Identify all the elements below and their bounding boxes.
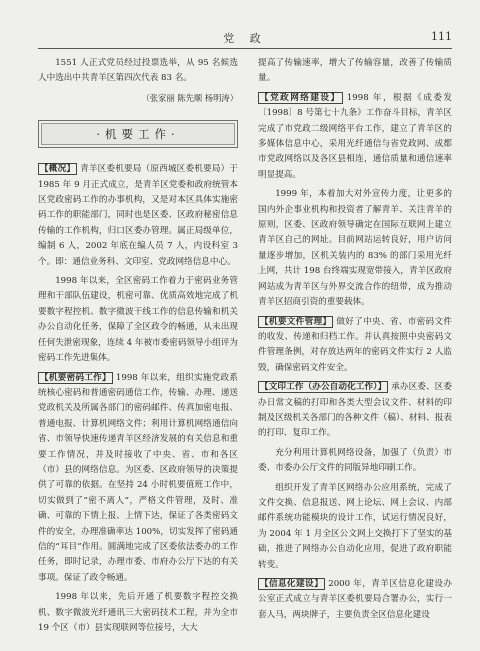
info-label: 【信息化建设】 [260, 579, 324, 589]
continuation-paragraph: 提高了传输速率，增大了传输容量，改善了传输质量。 [258, 58, 452, 84]
docmgmt-label: 【机要文件管理】 [260, 316, 332, 327]
overview-paragraph [38, 162, 238, 270]
secret-text: 1998 年以来，组织实施党政系统核心密码和普通密码通信工作，传输、办理、递送党政机关及所属各部门的密码邮件、传真加密电报、普通电报、计算机网络文件；利用计算机网络通信向省、市领导快速传递青羊区经济发展的有关信息和重要工作情况，并及时接收了中央、省、市和各区（市）县的网络信息。为区委、区政府领导的决策提供了可靠的依据。在坚持 24 小时机要值班工作中，切实做到了“密不离人”，严格文件管理，及时、准确、可靠的下情上报、上情下达，保证了各类密码文件的安全，办理准确率达 100%，切实发挥了密码通信的“耳目”作用。圆满地完成了区委依法委办的工作任务，即时记录，办理市委、市府办公厅下达的有关事项。保证了政令畅通。 [38, 372, 238, 583]
egov-text: 1998 年，根据《成委发〔1998〕8 号第七十九条》工作奋斗目标，青羊区完成了市党政二级网络平台工作，建立了青羊区的多媒体信息中心，采用光纤通信与省党政网、成都市党政网络以及各区县相连，通信质量和通信速率明显提高。 [258, 92, 452, 180]
egov-label: 【党政网络建设】 [260, 92, 341, 103]
header-title: 党 政 [223, 32, 267, 45]
page-number: 111 [431, 30, 452, 43]
info-paragraph [258, 577, 452, 623]
overview-label: 【概况】 [40, 164, 76, 175]
overview-text: 青羊区委机要局（原西城区委机要局）于 1985 年 9 月正式成立，是青羊区党委和政府统管本区党政密码工作的办事机构，又是对本区具体实施密码工作的职能部门，同时也是区委、区政府秘密信息传输的工作机构，归口区委办管理。属正局级单位，编制 6 人，2002 年底在编人员 7 人，内设科室 3 个。即：通信业务科、文印室、党政网络信息中心。 [38, 164, 238, 267]
oa-label: 【文印工作（办公自动化工作）】 [260, 382, 387, 393]
egov-paragraph [258, 91, 452, 183]
oa-paragraph-2: 充分利用计算机网络设备，加强了（负责）市委、市委办公厅文件的同版异地印刷工作。 [258, 447, 452, 474]
oa-text: 承办区委、区委办日常文稿的打印和各类大型会议文件、材料的印制及区级机关各部门的各种文件（稿）、材料、报表的打印、复印工作。 [258, 382, 453, 439]
docmgmt-paragraph [258, 315, 452, 377]
secret-label: 【机要密码工作】 [40, 372, 111, 383]
running-header [38, 28, 452, 49]
overview-paragraph-2: 1998 年以来，全区密码工作着力于密码业务管理和干部队伍建设，机密可靠、优质高效地完成了机要数字程控机、数字微波干线工作的信息传输和机关办公自动化任务，保障了全区政令的畅通，从未出现任何失泄密现象，连续 4 年被市委密码领导小组评为密码工作先进集体。 [38, 276, 238, 364]
left-column [38, 56, 238, 633]
egov-paragraph-2: 1999 年，本着加大对外宣传力度，让更多的国内外企事业机构和投资者了解青羊、关注青羊的原则，区委、区政府领导确定在国际互联网上建立青羊区自己的网址。目前网站运转良好，用户访问量逐步增加，区机关装内的 83% 的部门采用光纤上网，共计 198 台终端实现宽带接入，青羊区政府网站成为青羊区与外界交流合作的纽带，成为推动青羊区招商引资的重要载体。 [258, 189, 452, 308]
authors-line: （张家丽 陈先顺 杨明涛） [141, 92, 238, 103]
oa-paragraph [258, 380, 452, 442]
tech-paragraph: 1998 年以来，先后开通了机要数字程控交换机、数字微波光纤通讯三大密码技术工程，并为全市 19 个区（市）县实现联网等位接号，大大 [38, 592, 238, 633]
section-banner [38, 120, 238, 148]
secret-paragraph [38, 371, 238, 587]
docmgmt-text: 做好了中央、省、市密码文件的收发、传递和归档工作。并认真按照中央密码文件管理条例，对存放达两年的密码文件实行 2 人监毁，确保密码文件安全。 [258, 316, 452, 373]
section-title: ·机要工作· [96, 126, 180, 141]
intro-paragraph: 1551 人正式党员经过投票选举，从 95 名候选人中选出中共青羊区第四次代表 83 名。 [38, 58, 238, 84]
info-text: 2000 年，青羊区信息化建设办公室正式成立与青羊区委机要局合署办公，实行一套人马，两块牌子，主要负责全区信息化建设 [258, 579, 452, 620]
right-column [258, 56, 452, 633]
oa-paragraph-3: 组织开发了青羊区网络办公应用系统，完成了文件交换、信息报送、网上论坛、网上会议、内部邮件系统功能模块的设计工作，试运行情况良好，为 2004 年 1 月全区公文网上交换打下了坚实的基础，推进了网络办公自动化应用，促进了政府职能转变。 [258, 482, 452, 570]
